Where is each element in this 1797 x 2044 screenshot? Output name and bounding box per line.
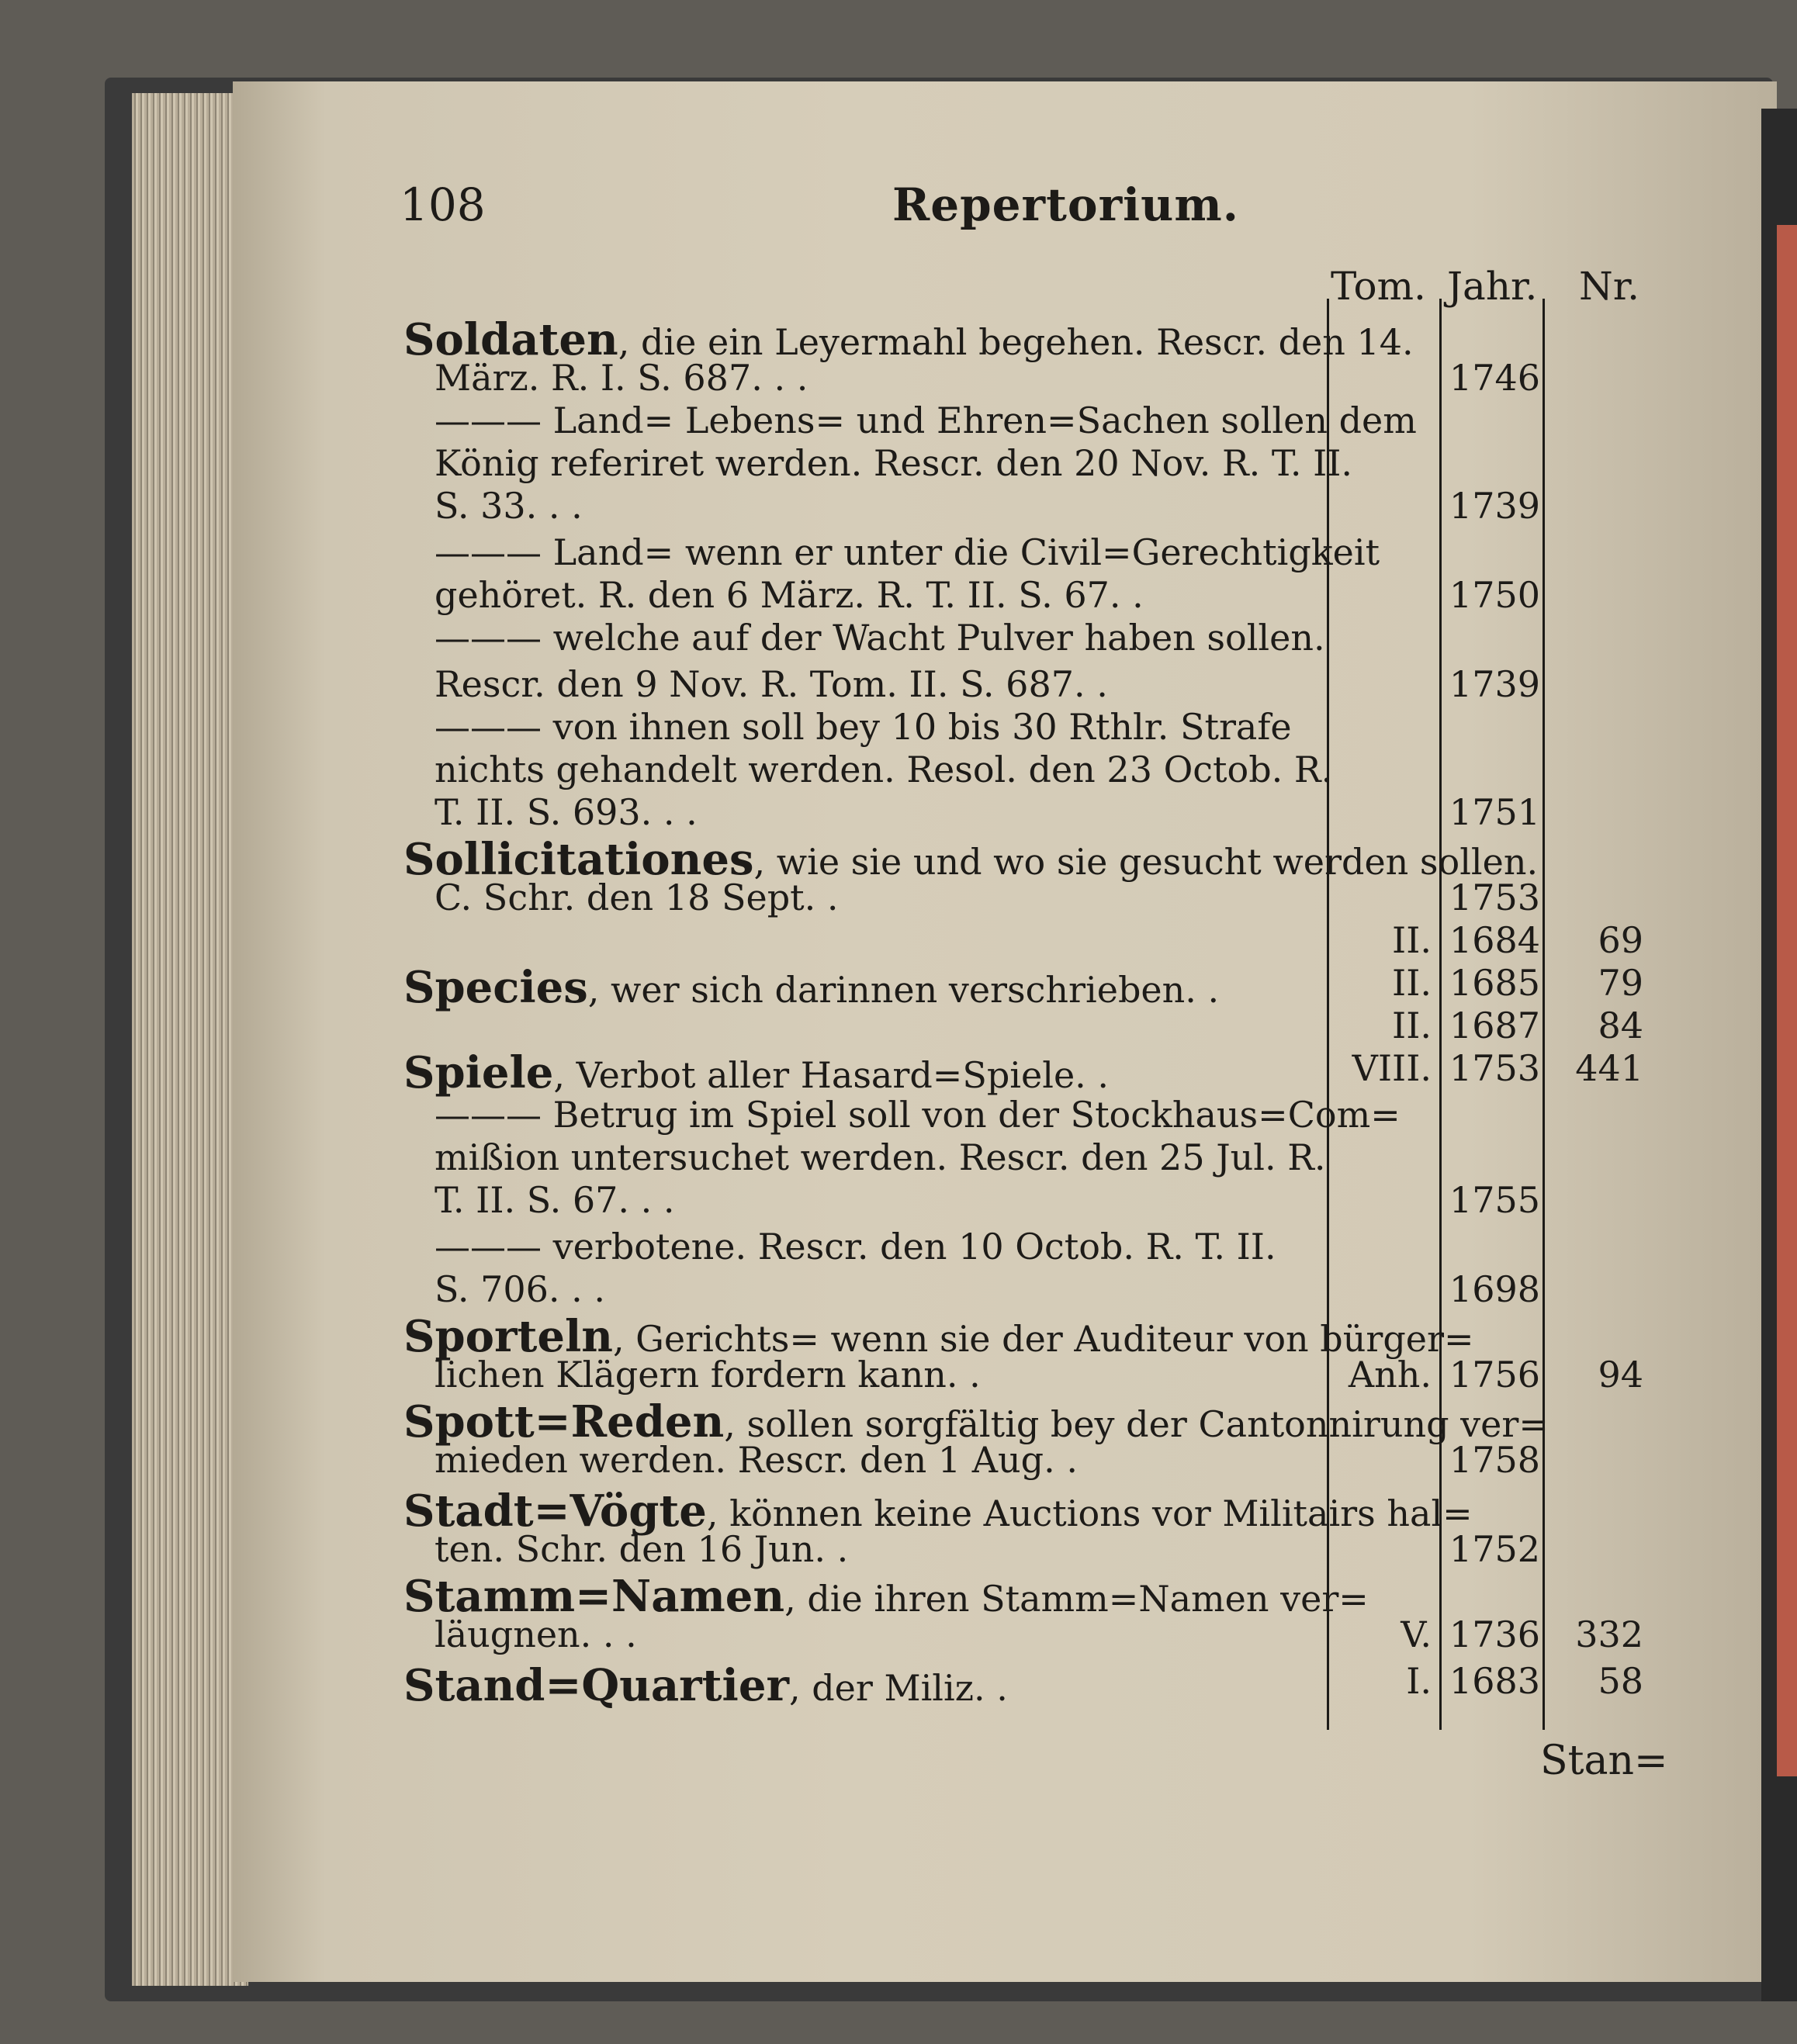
index-line: S. 706. . .: [435, 1268, 606, 1310]
index-line: T. II. S. 693. . .: [435, 791, 698, 833]
table-cell-jahr: 1687: [1449, 1005, 1540, 1046]
table-cell-jahr: 1751: [1449, 791, 1540, 833]
table-cell-jahr: 1685: [1449, 962, 1540, 1004]
page-number: 108: [400, 178, 486, 231]
table-cell-jahr: 1683: [1449, 1660, 1540, 1702]
table-cell-jahr: 1698: [1449, 1268, 1540, 1310]
table-cell-jahr: 1736: [1449, 1613, 1540, 1655]
index-line: T. II. S. 67. . .: [435, 1179, 675, 1221]
index-line: mißion untersuchet werden. Rescr. den 25 Jul. R.: [435, 1136, 1326, 1178]
bookmark-ribbon: [1777, 225, 1797, 1776]
table-cell-tom: II.: [1392, 919, 1432, 961]
index-line: Sollicitationes, wie sie und wo sie gesucht werden sollen.: [403, 834, 1539, 885]
column-header-nr: Nr.: [1579, 264, 1640, 309]
index-line: C. Schr. den 18 Sept. .: [435, 877, 839, 918]
index-line: Stand=Quartier, der Miliz. .: [403, 1660, 1008, 1711]
table-cell-tom: Anh.: [1348, 1354, 1432, 1396]
index-line: König referiret werden. Rescr. den 20 Nov. R. T. II.: [435, 442, 1353, 484]
table-cell-nr: 58: [1598, 1660, 1643, 1702]
index-line: ——— Betrug im Spiel soll von der Stockhaus=Com=: [435, 1094, 1401, 1136]
index-line: ——— welche auf der Wacht Pulver haben sollen.: [435, 617, 1325, 659]
index-line: Stadt=Vögte, können keine Auctions vor Militairs hal=: [403, 1485, 1473, 1537]
table-cell-nr: 441: [1575, 1047, 1643, 1089]
catchword: Stan=: [1540, 1738, 1668, 1784]
table-cell-nr: 332: [1575, 1613, 1643, 1655]
index-line: läugnen. . .: [435, 1613, 637, 1655]
table-cell-jahr: 1752: [1449, 1528, 1540, 1570]
index-line: lichen Klägern fordern kann. .: [435, 1354, 981, 1396]
table-cell-tom: V.: [1401, 1613, 1432, 1655]
table-cell-jahr: 1746: [1449, 357, 1540, 399]
index-line: Spott=Reden, sollen sorgfältig bey der Cantonnirung ver=: [403, 1396, 1549, 1447]
index-line: ——— von ihnen soll bey 10 bis 30 Rthlr. Strafe: [435, 706, 1292, 748]
index-line: nichts gehandelt werden. Resol. den 23 Octob. R.: [435, 749, 1333, 790]
table-cell-jahr: 1739: [1449, 663, 1540, 705]
table-cell-nr: 94: [1598, 1354, 1643, 1396]
table-cell-tom: II.: [1392, 962, 1432, 1004]
table-cell-nr: 84: [1598, 1005, 1643, 1046]
table-cell-jahr: 1739: [1449, 485, 1540, 527]
index-line: Soldaten, die ein Leyermahl begehen. Rescr. den 14.: [403, 314, 1414, 365]
column-rule-3: [1543, 299, 1545, 1730]
table-cell-jahr: 1758: [1449, 1439, 1540, 1481]
table-cell-jahr: 1753: [1449, 1047, 1540, 1089]
index-line: Rescr. den 9 Nov. R. Tom. II. S. 687. .: [435, 663, 1108, 705]
index-line: Species, wer sich darinnen verschrieben. .: [403, 962, 1220, 1013]
table-cell-nr: 69: [1598, 919, 1643, 961]
table-cell-tom: II.: [1392, 1005, 1432, 1046]
table-cell-jahr: 1684: [1449, 919, 1540, 961]
index-line: Stamm=Namen, die ihren Stamm=Namen ver=: [403, 1571, 1369, 1622]
table-cell-tom: VIII.: [1352, 1047, 1432, 1089]
page-edges: [132, 93, 248, 1986]
table-cell-jahr: 1756: [1449, 1354, 1540, 1396]
index-line: mieden werden. Rescr. den 1 Aug. .: [435, 1439, 1078, 1481]
index-line: Sporteln, Gerichts= wenn sie der Auditeur von bürger=: [403, 1311, 1474, 1362]
table-cell-tom: I.: [1406, 1660, 1432, 1702]
column-header-tom: Tom.: [1331, 264, 1426, 309]
table-cell-jahr: 1755: [1449, 1179, 1540, 1221]
table-cell-jahr: 1750: [1449, 574, 1540, 616]
index-line: gehöret. R. den 6 März. R. T. II. S. 67. .: [435, 574, 1144, 616]
index-line: Spiele, Verbot aller Hasard=Spiele. .: [403, 1047, 1110, 1098]
index-line: ten. Schr. den 16 Jun. .: [435, 1528, 849, 1570]
index-line: März. R. I. S. 687. . .: [435, 357, 808, 399]
index-line: ——— verbotene. Rescr. den 10 Octob. R. T. II.: [435, 1226, 1276, 1268]
index-line: ——— Land= Lebens= und Ehren=Sachen sollen dem: [435, 399, 1417, 441]
index-line: ——— Land= wenn er unter die Civil=Gerechtigkeit: [435, 531, 1380, 573]
running-head: Repertorium.: [892, 178, 1239, 231]
table-cell-nr: 79: [1598, 962, 1643, 1004]
table-cell-jahr: 1753: [1449, 877, 1540, 918]
index-line: S. 33. . .: [435, 485, 583, 527]
column-header-jahr: Jahr.: [1447, 264, 1538, 309]
